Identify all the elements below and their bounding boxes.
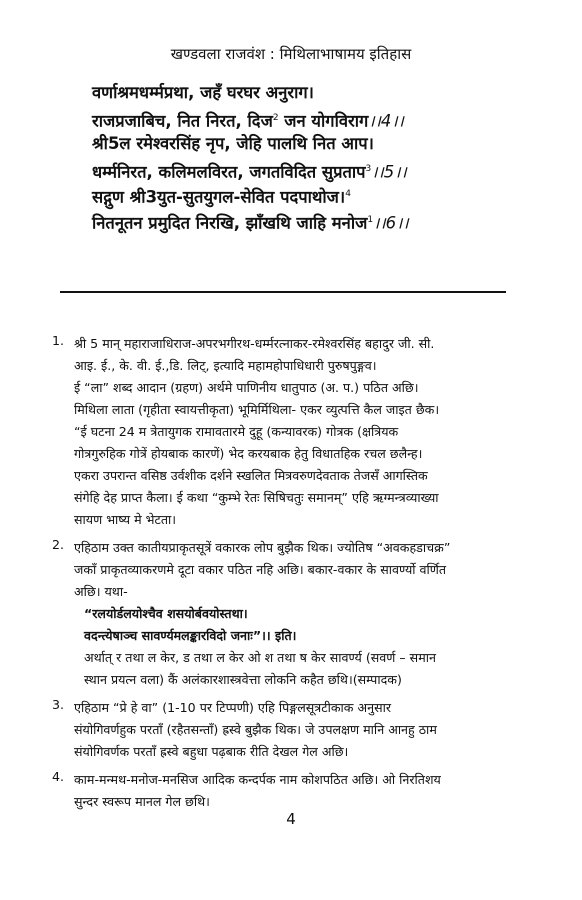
verse-text: नितनूतन प्रमुदित निरखि, झाँखथि जाहि मनोज: [92, 213, 368, 232]
verse-text: राजप्रजाबिच, नित निरत, दिज: [92, 111, 273, 130]
verse-text: धर्म्मनिरत, कलिमलविरत, जगतविदित सुप्रताप: [92, 162, 366, 181]
footnote-line: एहिठाम उक्त कातीयप्राकृतसूत्रें वकारक लोप बुझैक थिक। ज्योतिष “अवकहडाचक्र”: [74, 540, 451, 555]
footnote-line: जकाँ प्राकृतव्याकरणमे दूटा वकार पठित नहि अछि। बकार-वकार के सावर्ण्यो वर्णित: [74, 562, 447, 577]
verse-line-6: [92, 208, 532, 234]
footnote-line: संयोगिवर्णक परताँ ह्रस्वे बहुधा पढ़बाक रीति देखल गेल अछि।: [74, 744, 349, 759]
footnote-number: 2.: [52, 537, 65, 552]
footnote-line: श्री 5 मान् महाराजाधिराज-अपरभगीरथ-धर्म्मरत्नाकर-रमेश्वरसिंह बहादुर जी. सी.: [74, 336, 435, 351]
sanskrit-quote-line: “रलयोर्डलयोश्चैव शसयोर्बवयोस्तथा।: [84, 606, 248, 621]
footnote-line: सायण भाष्य मे भेटता।: [74, 512, 177, 527]
footnote-1: [52, 333, 522, 531]
footnote-line: गोत्रगुरुहिक गोत्रें होयबाक कारणें) भेद करयबाक हेतु विधातहिक रचल छलैन्ह।: [74, 446, 423, 461]
footnote-3: [52, 697, 522, 763]
footnote-number: 1.: [52, 333, 65, 348]
footnote-line: एहिठाम “प्रे हे वा” (1-10 पर टिप्पणी) एहि पिङ्गलसूत्रटीकाक अनुसार: [74, 700, 391, 715]
footnote-marker: 3: [365, 163, 372, 174]
verse-line-3: [92, 131, 532, 157]
footnote-line: संयोगिवर्णहुक परताँ (रहैतसन्ताँ) ह्रस्वे बुझैक थिक। जे उपलक्षण मानि आनहु ठाम: [74, 722, 437, 737]
running-title: खण्डवला राजवंश : मिथिलाभाषामय इतिहास: [170, 45, 412, 63]
footnote-line: एकरा उपरान्त वसिष्ठ उर्वशीक दर्शने स्खलित मित्रवरुणदेवताक तेजसँ आगस्तिक: [74, 468, 428, 483]
verse-number: ।।4।।: [368, 111, 404, 130]
verse-number: ।।5।।: [371, 162, 407, 181]
verse-line-2: [92, 106, 532, 132]
footnote-separator: [60, 291, 506, 293]
verse-text: श्री5ल रमेश्वरसिंह नृप, जेहि पालथि नित आप।: [92, 134, 374, 153]
page-number: 4: [286, 810, 296, 828]
footnote-line: “ई घटना 24 म त्रेतायुगक रामावतारमे दुहू (कन्यावरक) गोत्रक (क्षत्रियक: [74, 424, 399, 439]
footnote-line: स्थान प्रयत्न वला) कैं अलंकारशास्त्रवेत्ता लोकनि कहैत छथि।(सम्पादक): [84, 672, 402, 687]
footnote-number: 4.: [52, 769, 65, 784]
footnote-4: [52, 769, 522, 813]
footnote-line: ई “ला” शब्द आदान (ग्रहण) अर्थमे पाणिनीय धातुपाठ (अ. प.) पठित अछि।: [74, 380, 419, 395]
verse-line-5: [92, 182, 532, 208]
footnote-marker: 4: [345, 189, 351, 199]
verse-text: जन योगविराग: [278, 111, 369, 130]
footnote-number: 3.: [52, 697, 65, 712]
footnote-line: मिथिला लाता (गृहीता स्वायत्तीकृता) भूमिर्मिथिला- एकर व्युत्पत्ति कैल जाइत छैक।: [74, 402, 440, 417]
verse-block: [92, 80, 532, 233]
verse-text: सद्गुण श्री3युत-सुतयुगल-सेवित पदपाथोज।: [92, 187, 346, 207]
verse-line-1: [92, 80, 532, 106]
footnote-line: अछि। यथा-: [74, 584, 128, 599]
verse-line-4: [92, 157, 532, 183]
footnote-line: आइ. ई., के. वी. ई.,डि. लिट्, इत्यादि महामहोपाधिधारी पुरुषपुङ्गव।: [74, 358, 377, 373]
footnote-line: संगेहि देह प्राप्त कैला। ई कथा “कुम्भे रेतः सिषिचतुः समानम्” एहि ऋग्मन्त्रव्याख्या: [74, 490, 439, 505]
footnote-marker: 2: [272, 112, 279, 123]
footnote-line: अर्थात् र तथा ल केर, ड तथा ल केर ओ श तथा ष केर सावर्ण्य (सवर्ण – समान: [84, 650, 436, 665]
sanskrit-quote-line: वदन्त्येषाञ्च सावर्ण्यमलङ्कारविदो जनाः”।। इति।: [84, 628, 297, 643]
footnote-2: [52, 537, 522, 691]
footnote-line: सुन्दर स्वरूप मानल गेल छथि।: [74, 794, 210, 809]
verse-number: ।।6।।: [373, 213, 409, 232]
footnote-marker: 1: [367, 214, 374, 225]
verse-text: वर्णाश्रमधर्म्मप्रथा, जहँ घरघर अनुराग।: [92, 83, 314, 102]
footnote-line: काम-मन्मथ-मनोज-मनसिज आदिक कन्दर्पक नाम कोशपठित अछि। ओ निरतिशय: [74, 772, 441, 787]
footnotes: [52, 333, 522, 819]
